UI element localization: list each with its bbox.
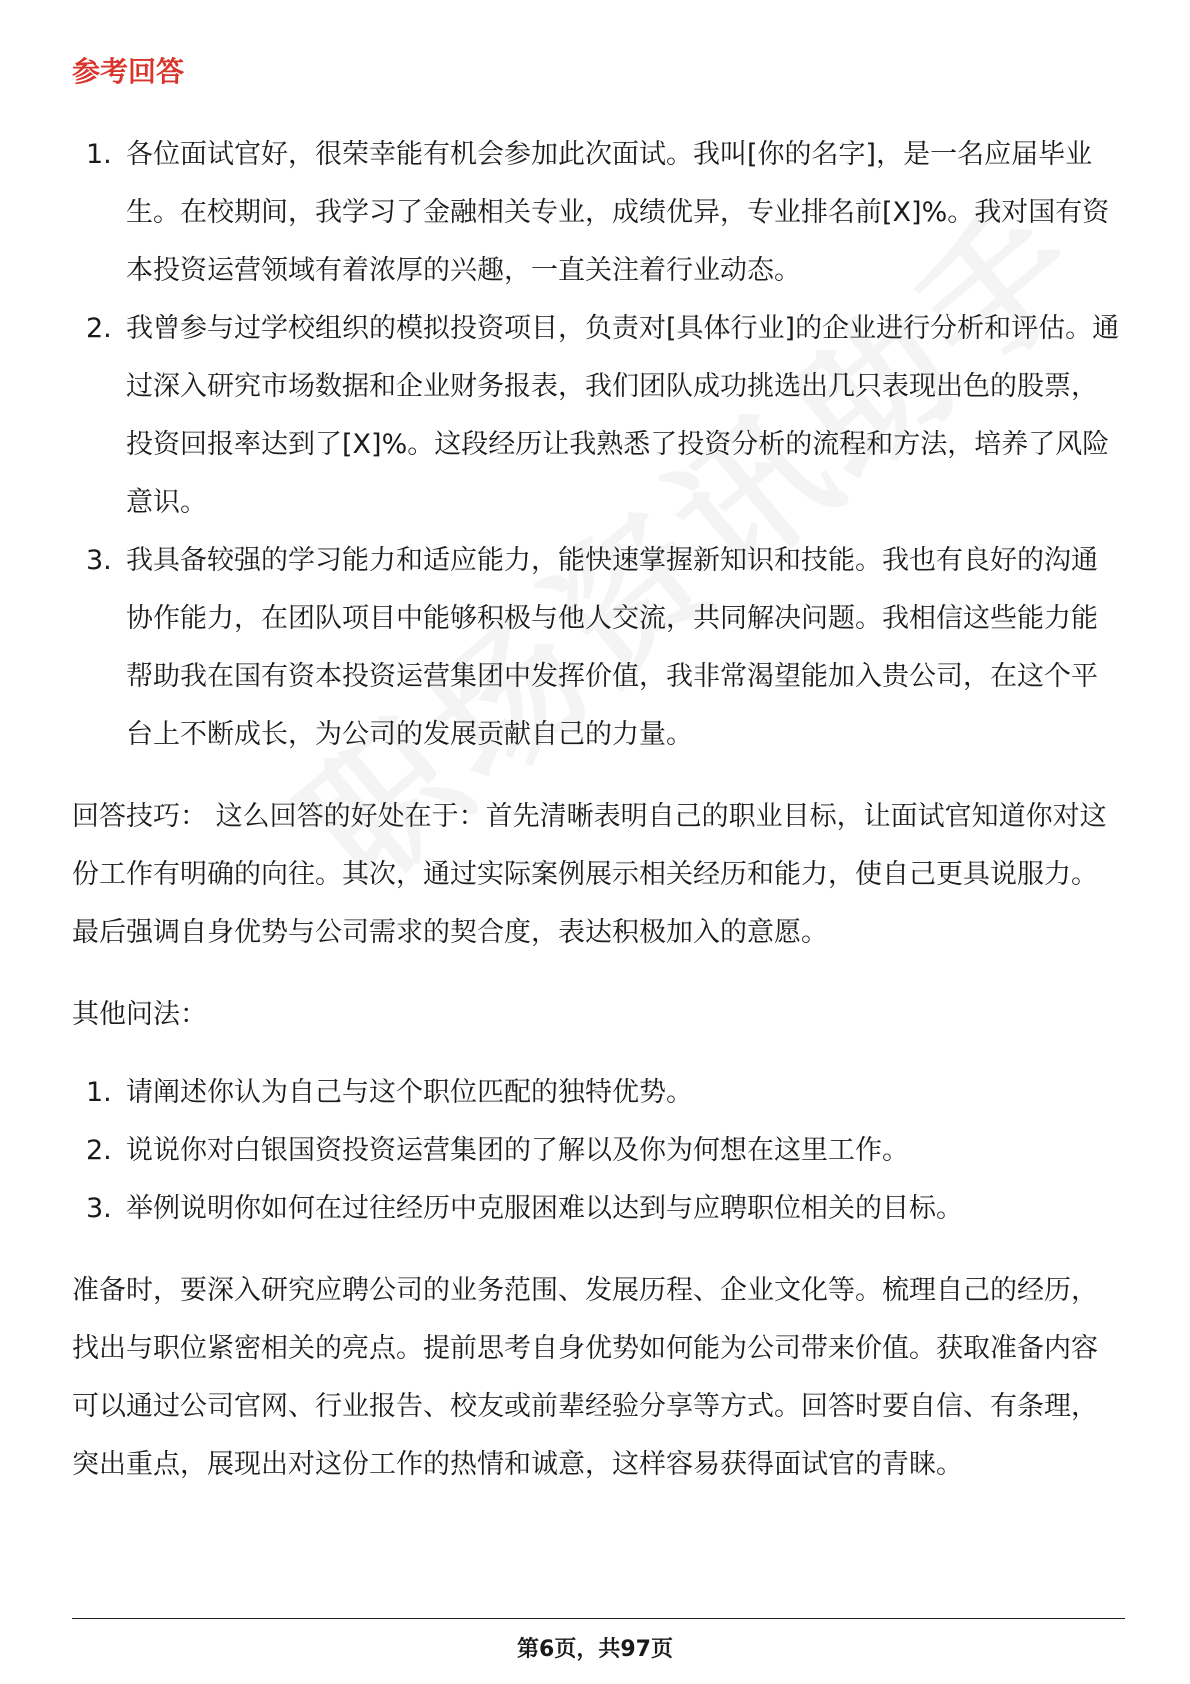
list-number: 1. xyxy=(86,139,112,170)
preparation-paragraph: 准备时，要深入研究应聘公司的业务范围、发展历程、企业文化等。梳理自己的经历，找出与职位紧密相关的亮点。提前思考自身优势如何能为公司带来价值。获取准备内容可以通过公司官网、行业报告、校友或前辈经验分享等方式。回答时要自信、有条理，突出重点，展现出对这份工作的热情和诚意，这样容易获得面试官的青睐。 xyxy=(72,1275,1098,1480)
list-text: 我具备较强的学习能力和适应能力，能快速掌握新知识和技能。我也有良好的沟通协作能力，在团队项目中能够积极与他人交流，共同解决问题。我相信这些能力能帮助我在国有资本投资运营集团中发挥价值，我非常渴望能加入贵公司，在这个平台上不断成长，为公司的发展贡献自己的力量。 xyxy=(126,545,1098,750)
list-text: 我曾参与过学校组织的模拟投资项目，负责对[具体行业]的企业进行分析和评估。通过深入研究市场数据和企业财务报表，我们团队成功挑选出几只表现出色的股票，投资回报率达到了[X]%。这段经历让我熟悉了投资分析的流程和方法，培养了风险意识。 xyxy=(126,313,1120,518)
list-item xyxy=(72,1122,1122,1180)
list-text: 请阐述你认为自己与这个职位匹配的独特优势。 xyxy=(126,1077,693,1108)
list-item xyxy=(72,532,1122,764)
other-questions-heading: 其他问法： xyxy=(72,999,207,1030)
list-number: 3. xyxy=(86,545,112,576)
list-text: 举例说明你如何在过往经历中克服困难以达到与应聘职位相关的目标。 xyxy=(126,1193,963,1224)
list-item xyxy=(72,1180,1122,1238)
footer-divider xyxy=(72,1618,1125,1619)
section-heading: 参考回答 xyxy=(72,55,185,88)
list-text: 各位面试官好，很荣幸能有机会参加此次面试。我叫[你的名字]，是一名应届毕业生。在校期间，我学习了金融相关专业，成绩优异，专业排名前[X]%。我对国有资本投资运营领域有着浓厚的兴趣，一直关注着行业动态。 xyxy=(126,139,1110,286)
document-body xyxy=(72,48,1122,1494)
answer-list xyxy=(72,126,1122,764)
page-number: 第6页，共97页 xyxy=(517,1637,673,1662)
list-number: 3. xyxy=(86,1193,112,1224)
list-number: 2. xyxy=(86,1135,112,1166)
tips-paragraph: 回答技巧： 这么回答的好处在于：首先清晰表明自己的职业目标，让面试官知道你对这份工作有明确的向往。其次，通过实际案例展示相关经历和能力，使自己更具说服力。最后强调自身优势与公司需求的契合度，表达积极加入的意愿。 xyxy=(72,801,1107,948)
list-item xyxy=(72,300,1122,532)
list-number: 2. xyxy=(86,313,112,344)
other-questions-list xyxy=(72,1064,1122,1238)
list-text: 说说你对白银国资投资运营集团的了解以及你为何想在这里工作。 xyxy=(126,1135,909,1166)
list-item xyxy=(72,126,1122,300)
list-item xyxy=(72,1064,1122,1122)
list-number: 1. xyxy=(86,1077,112,1108)
